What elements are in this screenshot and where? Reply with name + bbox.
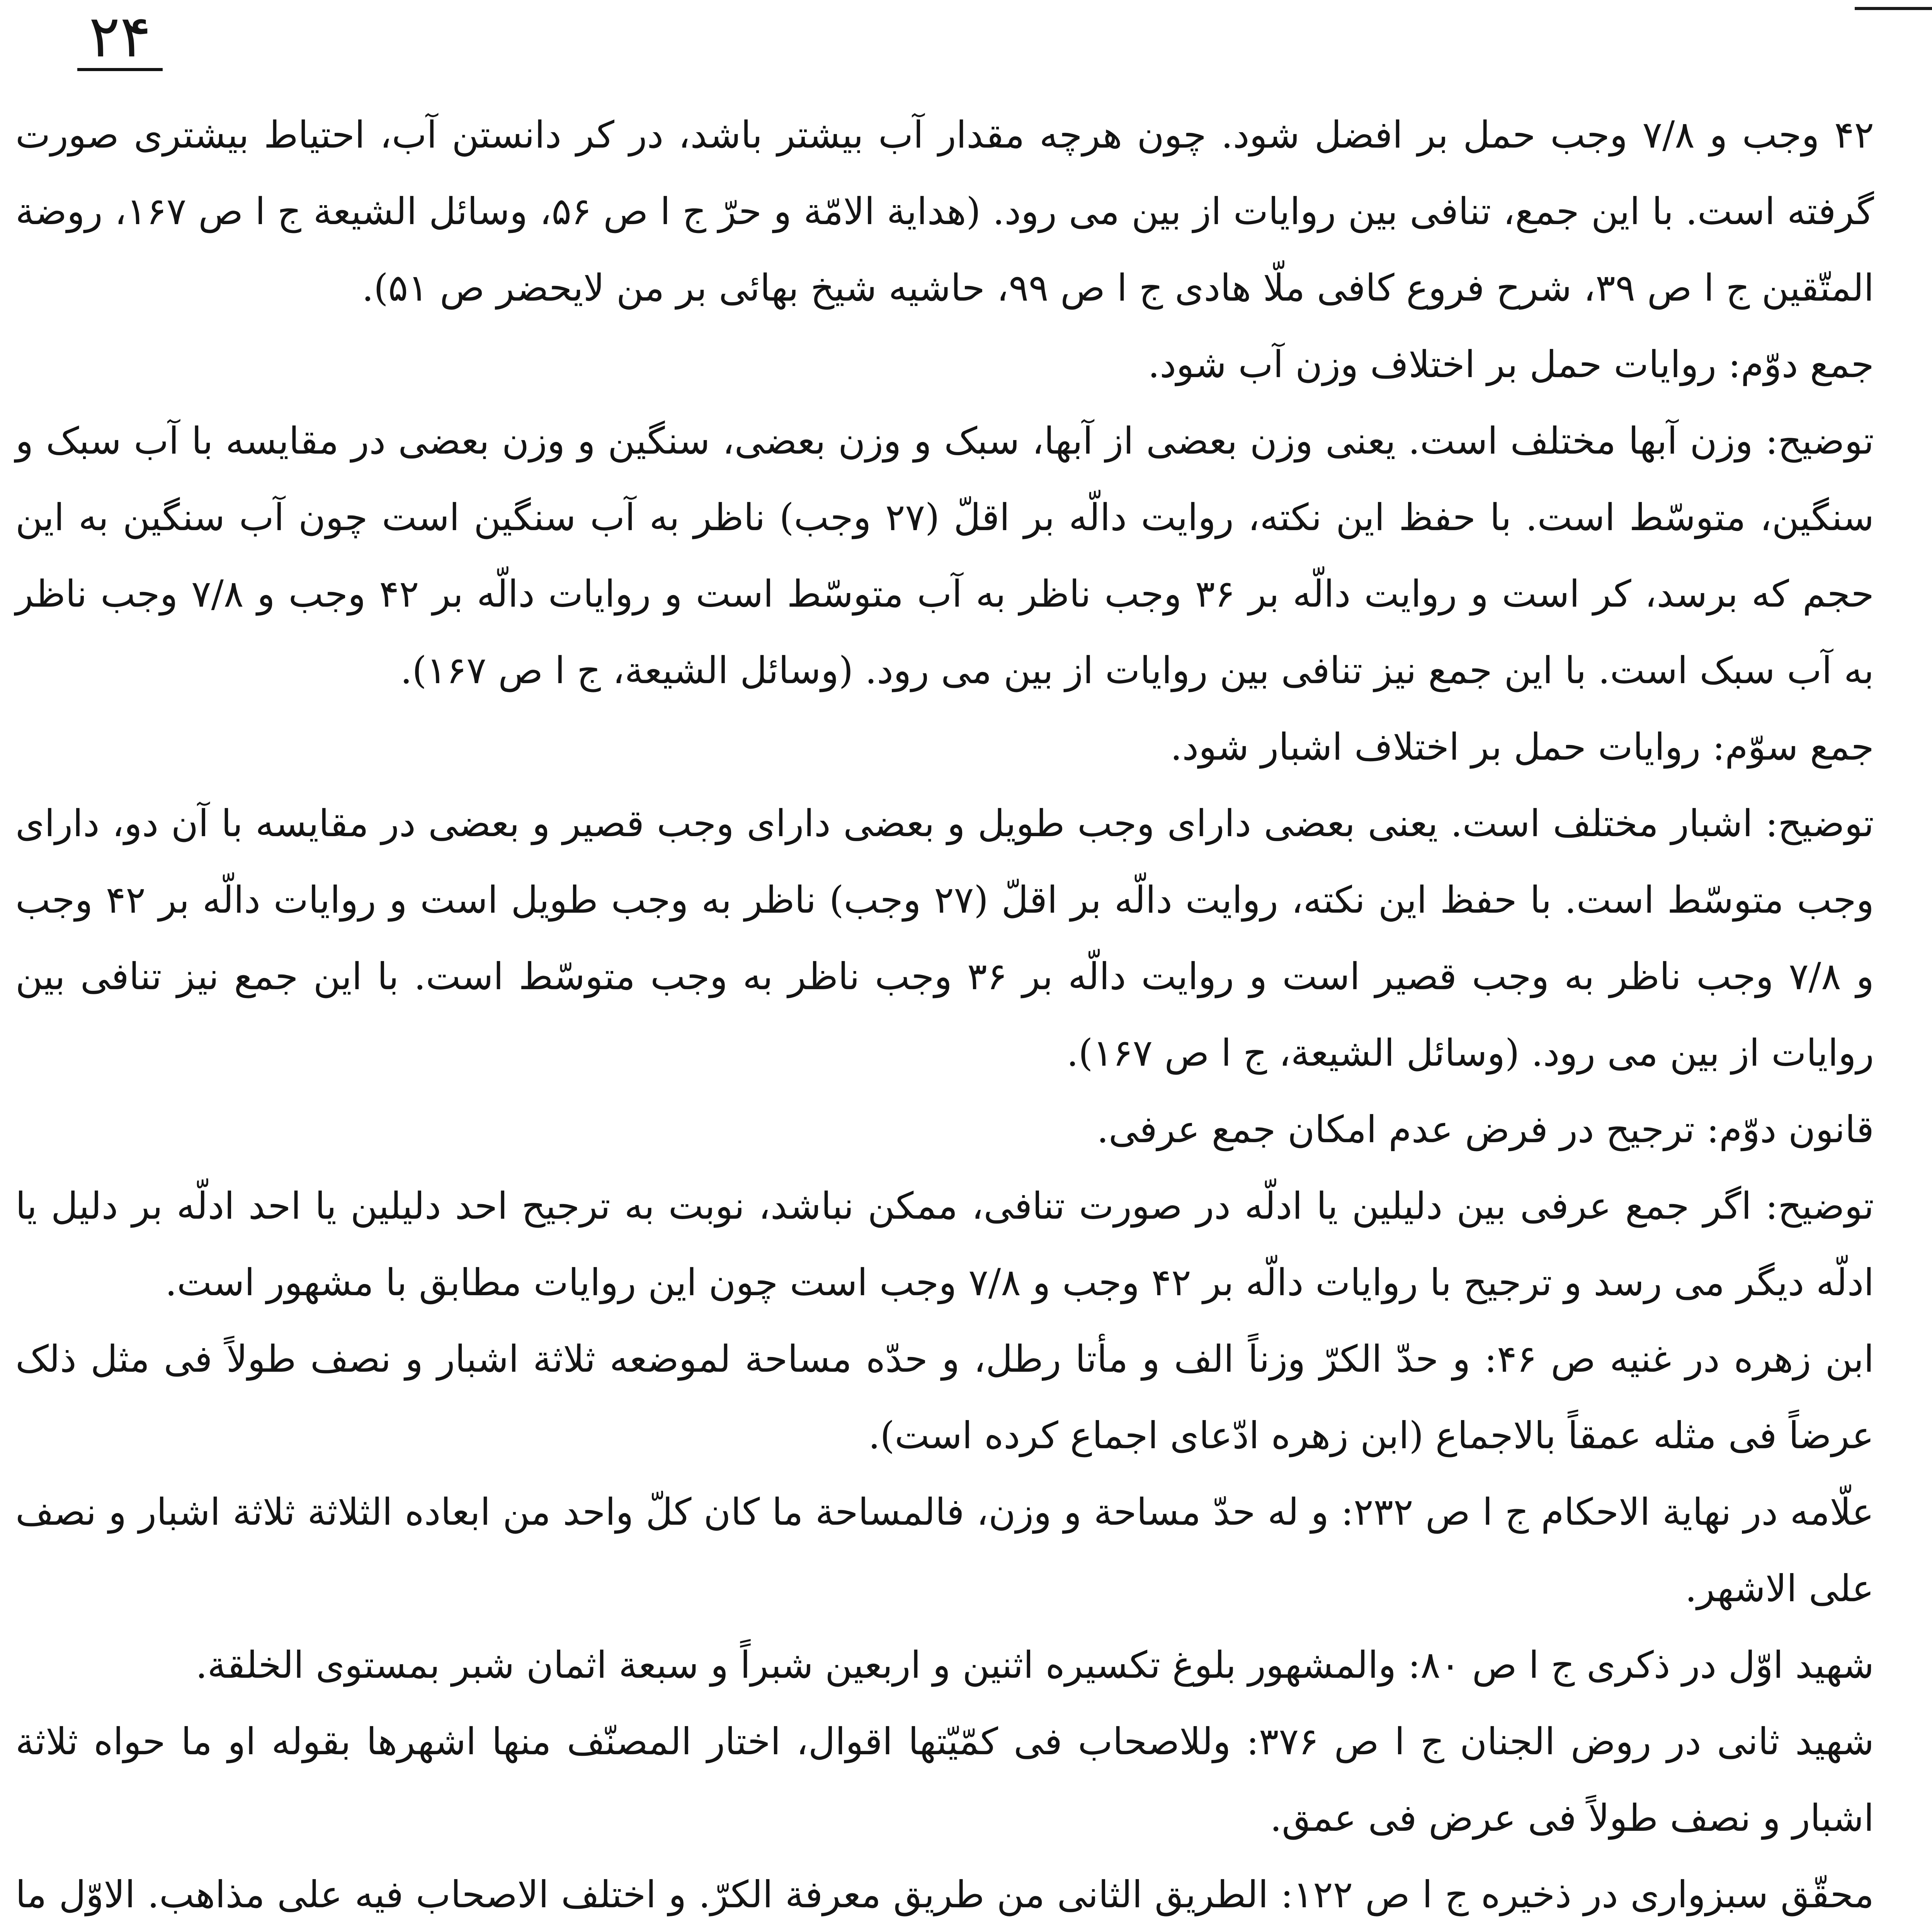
paragraph-allama-quote: علّامه در نهایة الاحکام ج ا ص ۲۳۲: و له حدّ مساحة و وزن، فالمساحة ما کان کلّ واحد من ابعاده الثلاثة ثلاثة اشبار و نصف علی الاشهر. [15, 1490, 1874, 1610]
paragraph-third-reconciliation-heading: جمع سوّم: روایات حمل بر اختلاف اشبار شود. [1170, 725, 1874, 769]
paragraph-shahid-thani-quote: شهید ثانی در روض الجنان ج ا ص ۳۷۶: وللاصحاب فی کمّیّتها اقوال، اختار المصنّف منها اشهرها بقوله او ما حواه ثلاثة اشبار و نصف طولاً فی عرض فی عمق. [15, 1720, 1874, 1840]
top-corner-rule [1855, 7, 1932, 10]
page-number: ۲۴ [77, 8, 163, 71]
paragraph-second-reconciliation-explanation: توضیح: وزن آبها مختلف است. یعنی وزن بعضی از آبها، سبک و وزن بعضی، سنگین و وزن بعضی در مقایسه با آب سبک و سنگین، متوسّط است. با حفظ این نکته، روایت دالّه بر اقلّ (۲۷ وجب) ناظر به آب سنگین است چون آب سنگین به این حجم که برسد، کر است و روایت دالّه بر ۳۶ وجب ناظر به آب متوسّط است و روایات دالّه بر ۴۲ وجب و ۷/۸ وجب ناظر به آب سبک است. با این جمع نیز تنافی بین روایات از بین می رود. (وسائل الشیعة، ج ا ص ۱۶۷). [15, 419, 1874, 692]
paragraph-shahid-awwal-quote: شهید اوّل در ذکری ج ا ص ۸۰: والمشهور بلوغ تکسیره اثنین و اربعین شبراً و سبعة اثمان شبر بمستوی الخلقة. [196, 1643, 1874, 1687]
body-text [15, 97, 1874, 1932]
paragraph-intro-continuation: ۴۲ وجب و ۷/۸ وجب حمل بر افضل شود. چون هرچه مقدار آب بیشتر باشد، در کر دانستن آب، احتیاط بیشتری صورت گرفته است. با این جمع، تنافی بین روایات از بین می رود. (هدایة الامّة و حرّ ج ا ص ۵۶، وسائل الشیعة ج ا ص ۱۶۷، روضة المتّقین ج ا ص ۳۹، شرح فروع کافی ملّا هادی ج ا ص ۹۹، حاشیه شیخ بهائی بر من لایحضر ص ۵۱). [15, 113, 1874, 310]
paragraph-second-reconciliation-heading: جمع دوّم: روایات حمل بر اختلاف وزن آب شود. [1148, 343, 1874, 386]
paragraph-sabzawari-quote: محقّق سبزواری در ذخیره ج ا ص ۱۲۲: الطریق الثانی من طریق معرفة الکرّ. و اختلف الاصحاب فیه علی مذاهب. الاوّل ما [15, 1873, 1874, 1916]
paragraph-second-rule-explanation: توضیح: اگر جمع عرفی بین دلیلین یا ادلّه در صورت تنافی، ممکن نباشد، نوبت به ترجیح احد دلیلین یا احد ادلّه بر دلیل یا ادلّه دیگر می رسد و ترجیح با روایات دالّه بر ۴۲ وجب و ۷/۸ وجب است چون این روایات مطابق با مشهور است. [15, 1184, 1874, 1304]
paragraph-second-rule-heading: قانون دوّم: ترجیح در فرض عدم امکان جمع عرفی. [1097, 1108, 1874, 1151]
paragraph-third-reconciliation-explanation: توضیح: اشبار مختلف است. یعنی بعضی دارای وجب طویل و بعضی دارای وجب قصیر و بعضی در مقایسه با آن دو، دارای وجب متوسّط است. با حفظ این نکته، روایت دالّه بر اقلّ (۲۷ وجب) ناظر به وجب طویل است و روایات دالّه بر ۴۲ وجب و ۷/۸ وجب ناظر به وجب قصیر است و روایت دالّه بر ۳۶ وجب ناظر به وجب متوسّط است. با این جمع نیز تنافی بین روایات از بین می رود. (وسائل الشیعة، ج ا ص ۱۶۷). [15, 802, 1874, 1075]
paragraph-ibn-zuhra-quote: ابن زهره در غنیه ص ۴۶: و حدّ الکرّ وزناً الف و مأتا رطل، و حدّه مساحة لموضعه ثلاثة اشبار و نصف طولاً فی مثل ذلک عرضاً فی مثله عمقاً بالاجماع (ابن زهره ادّعای اجماع کرده است). [15, 1337, 1874, 1457]
